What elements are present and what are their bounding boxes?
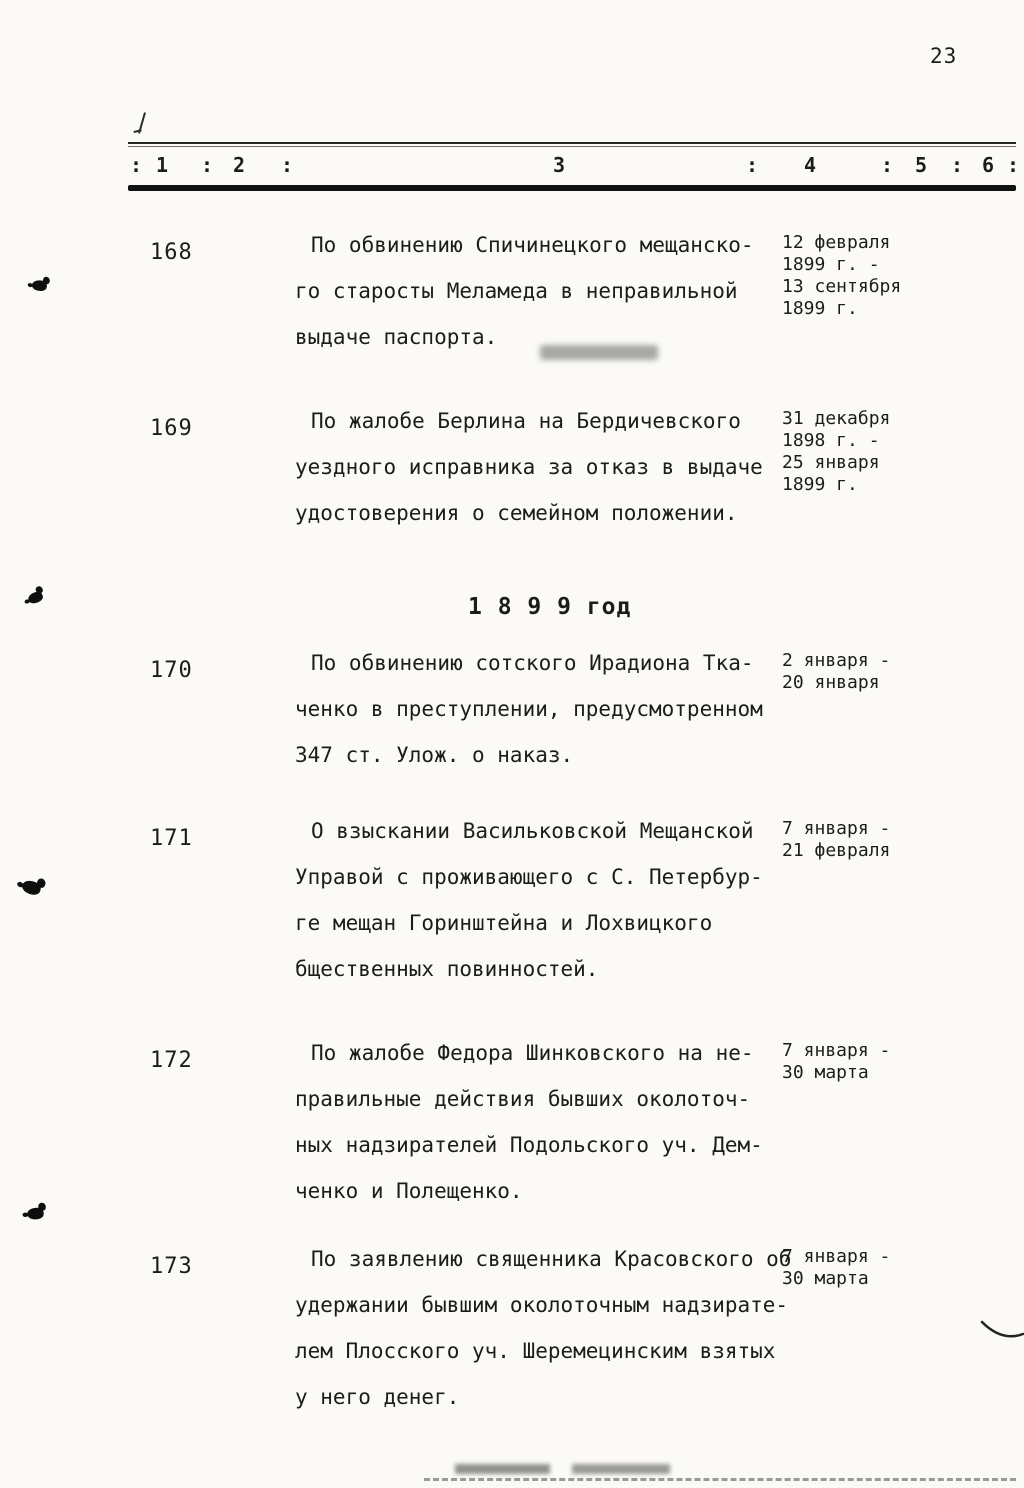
date-line: 2 января - (782, 650, 891, 671)
entry-dates (782, 1040, 1017, 1084)
text-line: По обвинению сотского Ирадиона Тка- (311, 651, 754, 675)
column-separator: : (951, 153, 964, 177)
ink-blot (27, 591, 44, 604)
text-line: 347 ст. Улож. о наказ. (295, 743, 574, 767)
ink-smudge (455, 1464, 550, 1474)
column-header-3: 3 (553, 153, 566, 177)
entry-text (295, 808, 795, 992)
entry-text (295, 222, 795, 360)
date-line: 7 января - (782, 1246, 891, 1267)
ink-blot (20, 877, 43, 898)
date-line: 13 сентября (782, 276, 902, 297)
column-header-2: 2 (233, 153, 246, 177)
entry-dates (782, 1246, 1017, 1290)
text-line: ченко в преступлении, предусмотренном (295, 697, 763, 721)
date-line: 20 января (782, 672, 880, 693)
column-header-6: 6 (982, 153, 995, 177)
header-rule-top-double (128, 146, 1016, 147)
handwritten-tick-mark (138, 112, 146, 134)
text-line: ге мещан Горинштейна и Лохвицкого (295, 911, 713, 935)
entry-number: 169 (150, 416, 193, 441)
date-line: 1899 г. (782, 474, 858, 495)
column-header-1: 1 (156, 153, 169, 177)
column-header-row (0, 153, 1024, 181)
entry-text (295, 398, 795, 536)
text-line: выдаче паспорта. (295, 325, 498, 349)
column-separator: : (746, 153, 759, 177)
text-line: По заявлению священника Красовского об (311, 1247, 792, 1271)
ink-blot (31, 278, 49, 293)
date-line: 1899 г. (782, 298, 858, 319)
column-header-5: 5 (915, 153, 928, 177)
entry-number: 170 (150, 658, 193, 683)
year-heading: 1 8 9 9 год (468, 594, 632, 620)
text-line: правильные действия бывших околоточ- (295, 1087, 751, 1111)
entry-dates (782, 408, 1017, 496)
date-line: 1899 г. - (782, 254, 880, 275)
column-separator: : (130, 153, 143, 177)
date-line: 7 января - (782, 1040, 891, 1061)
text-line: Управой с проживающего с С. Петербур- (295, 865, 763, 889)
entry-dates (782, 232, 1017, 320)
entry-number: 171 (150, 826, 193, 851)
ink-blot (26, 1206, 44, 1220)
entry-text (295, 640, 795, 778)
text-line: бщественных повинностей. (295, 957, 599, 981)
text-line: По жалобе Федора Шинковского на не- (311, 1041, 754, 1065)
ink-smudge (540, 345, 658, 360)
date-line: 25 января (782, 452, 880, 473)
entry-number: 168 (150, 240, 193, 265)
text-line: у него денег. (295, 1385, 460, 1409)
text-line: лем Плосского уч. Шеремецинским взятых (295, 1339, 776, 1363)
column-separator: : (201, 153, 214, 177)
date-line: 12 февраля (782, 232, 891, 253)
text-line: ных надзирателей Подольского уч. Дем- (295, 1133, 763, 1157)
page-number: 23 (930, 44, 958, 68)
text-line: уездного исправника за отказ в выдаче (295, 455, 763, 479)
entry-text (295, 1030, 795, 1214)
entry-number: 172 (150, 1048, 193, 1073)
column-separator: : (281, 153, 294, 177)
entry-text (295, 1236, 795, 1420)
date-line: 7 января - (782, 818, 891, 839)
bottom-rule (424, 1478, 1016, 1481)
column-header-4: 4 (804, 153, 817, 177)
text-line: удержании бывшим околоточным надзирате- (295, 1293, 789, 1317)
text-line: По обвинению Спичинецкого мещанско- (311, 233, 754, 257)
date-line: 30 марта (782, 1062, 869, 1083)
text-line: удостоверения о семейном положении. (295, 501, 738, 525)
entry-dates (782, 650, 1017, 694)
ink-smudge (572, 1464, 670, 1474)
date-line: 31 декабря (782, 408, 891, 429)
date-line: 30 марта (782, 1268, 869, 1289)
column-separator: : (1007, 153, 1020, 177)
header-rule-top (128, 142, 1016, 144)
pen-curve-mark (980, 1312, 1024, 1348)
text-line: ченко и Полещенко. (295, 1179, 523, 1203)
entry-number: 173 (150, 1254, 193, 1279)
text-line: По жалобе Берлина на Бердичевского (311, 409, 741, 433)
column-separator: : (881, 153, 894, 177)
entry-dates (782, 818, 1017, 862)
header-rule-thick (128, 185, 1016, 191)
date-line: 21 февраля (782, 840, 891, 861)
text-line: го старосты Меламеда в неправильной (295, 279, 738, 303)
date-line: 1898 г. - (782, 430, 880, 451)
text-line: О взыскании Васильковской Мещанской (311, 819, 754, 843)
